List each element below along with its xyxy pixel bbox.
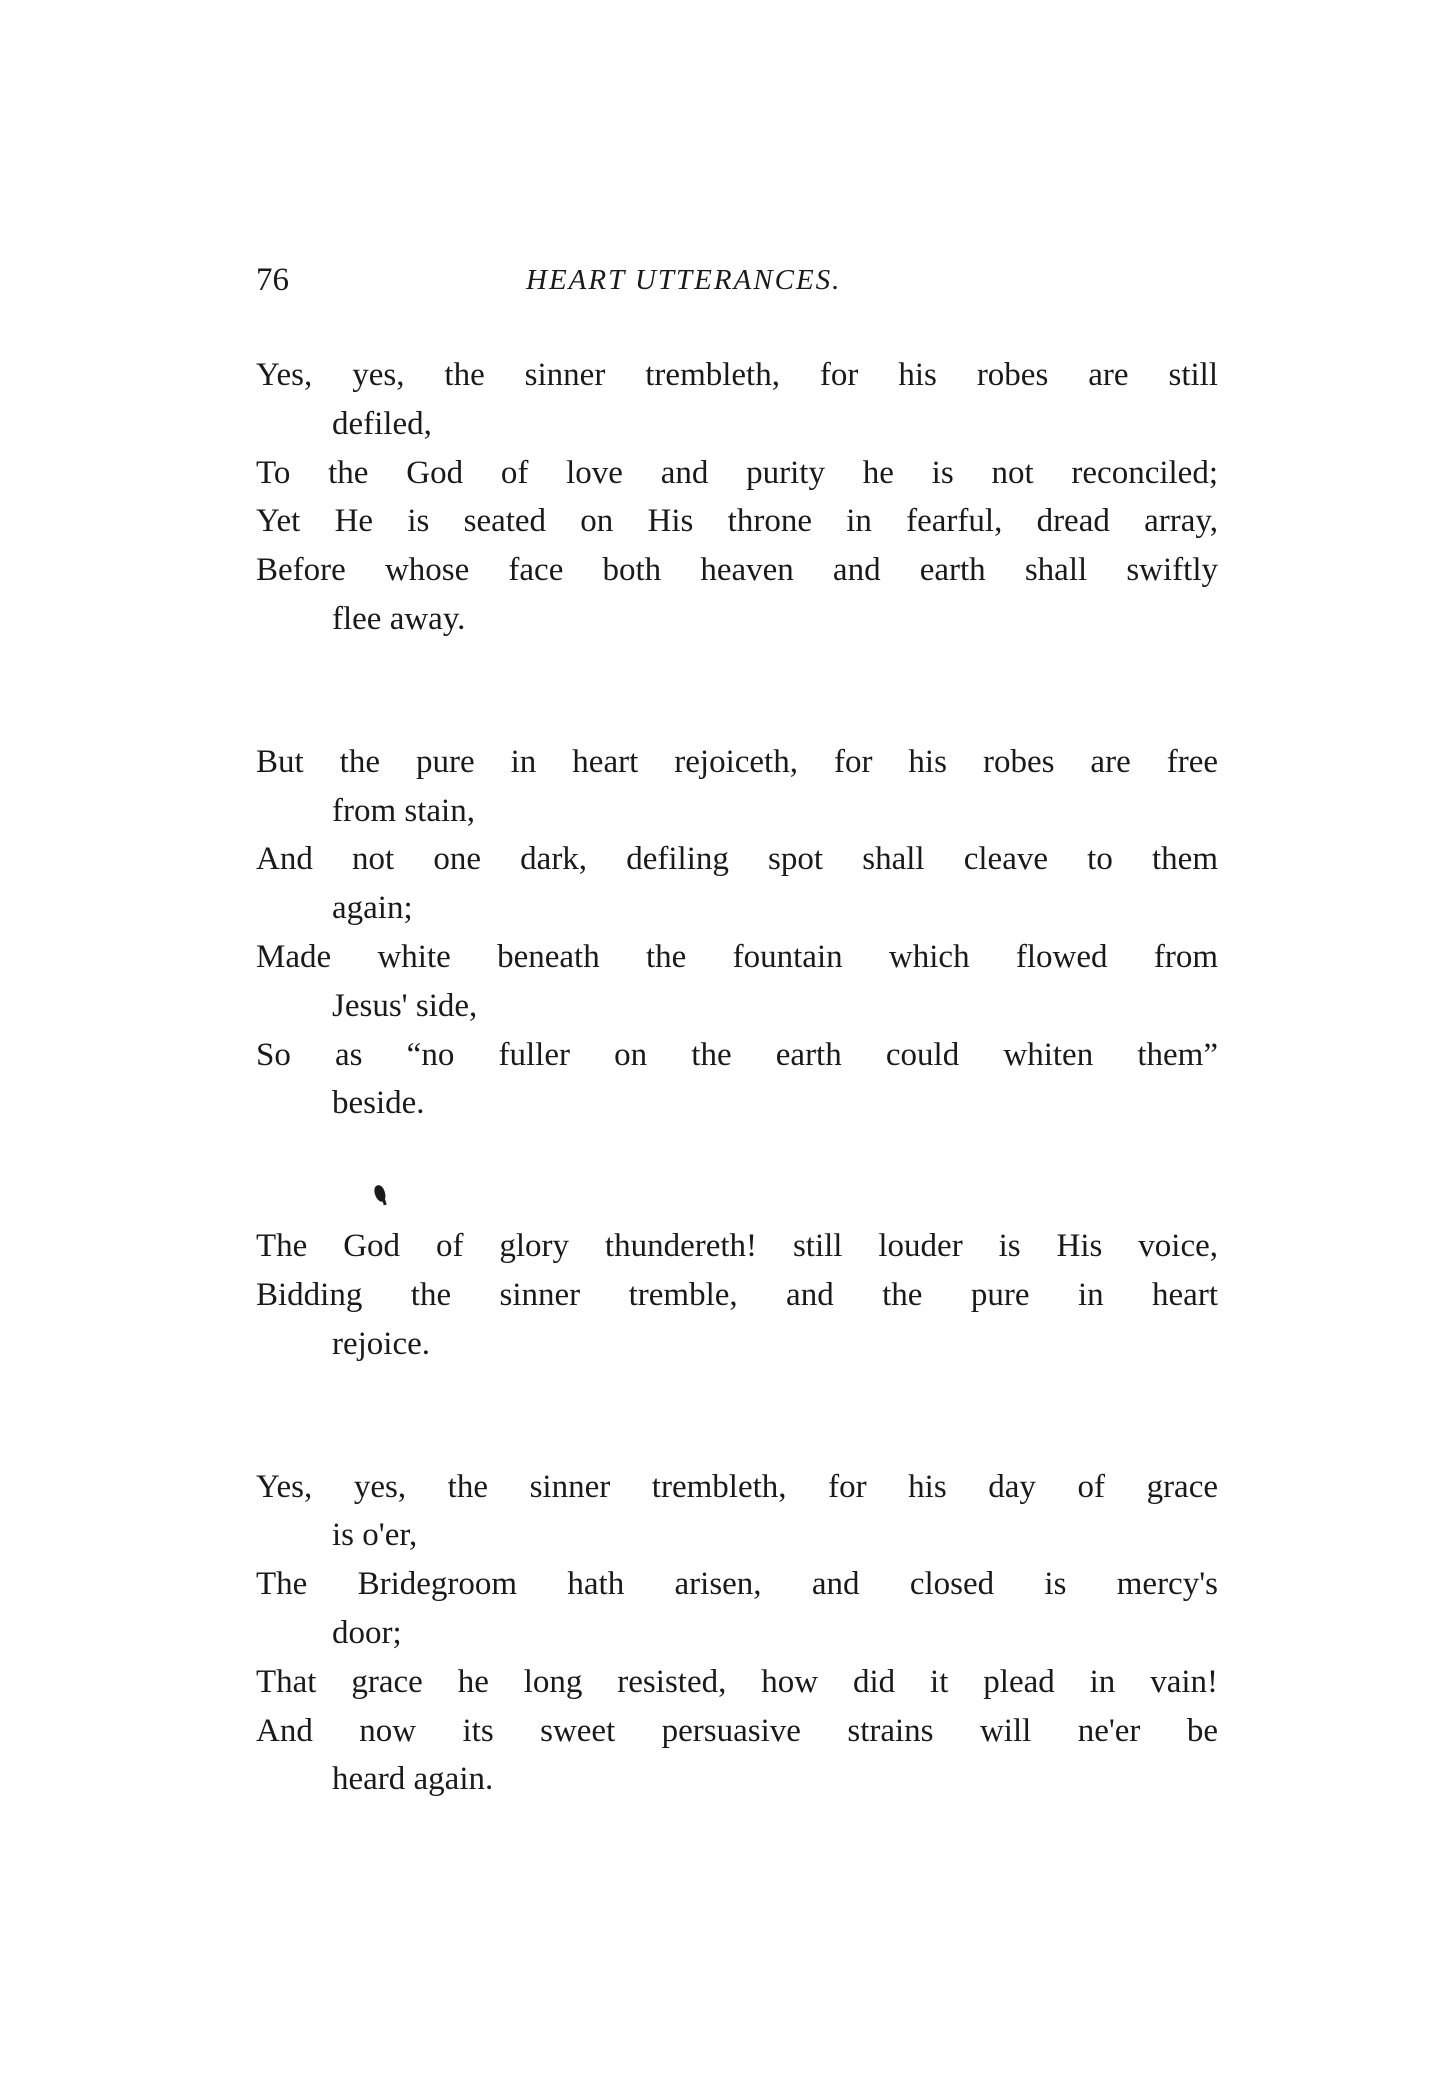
poem-line: The God of glory thundereth! still louder is His voice, — [256, 1228, 1218, 1265]
poem-line-continuation: door; — [332, 1614, 402, 1651]
poem-line-continuation: is o'er, — [332, 1517, 418, 1554]
stanza — [256, 351, 1218, 644]
poem-body — [256, 351, 1218, 1804]
poem-line-continuation: again; — [332, 890, 413, 927]
poem-line: Yes, yes, the sinner trembleth, for his robes are still — [256, 357, 1218, 393]
page-header — [256, 262, 1216, 306]
poem-line: Yet He is seated on His throne in fearful, dread array, — [256, 503, 1218, 540]
poem-line: Made white beneath the fountain which flowed from — [256, 938, 1218, 975]
poem-line-continuation: flee away. — [332, 600, 466, 637]
poem-line-continuation: beside. — [332, 1085, 425, 1122]
poem-line: Bidding the sinner tremble, and the pure in heart — [256, 1276, 1218, 1313]
stanza — [256, 738, 1218, 1128]
poem-line-continuation: Jesus' side, — [332, 987, 478, 1024]
poem-line: That grace he long resisted, how did it plead in vain! — [256, 1663, 1218, 1700]
poem-line: Yes, yes, the sinner trembleth, for his day of grace — [256, 1468, 1218, 1505]
poem-line: To the God of love and purity he is not reconciled; — [256, 454, 1218, 491]
page-number: 76 — [256, 262, 289, 298]
poem-line: The Bridegroom hath arisen, and closed is mercy's — [256, 1566, 1218, 1603]
poem-line-continuation: from stain, — [332, 792, 475, 829]
stanza — [256, 1463, 1218, 1805]
poem-line-continuation: heard again. — [332, 1761, 494, 1798]
poem-line-continuation: rejoice. — [332, 1325, 431, 1362]
running-title: HEART UTTERANCES. — [526, 264, 842, 296]
poem-line: And not one dark, defiling spot shall cleave to them — [256, 841, 1218, 878]
stanza — [256, 1222, 1218, 1368]
poem-line: And now its sweet persuasive strains will ne'er be — [256, 1712, 1218, 1749]
poem-line: So as “no fuller on the earth could whiten them” — [256, 1036, 1218, 1073]
poem-line: Before whose face both heaven and earth shall swiftly — [256, 552, 1218, 589]
poem-line: But the pure in heart rejoiceth, for his robes are free — [256, 743, 1218, 780]
poem-line-continuation: defiled, — [332, 405, 432, 442]
